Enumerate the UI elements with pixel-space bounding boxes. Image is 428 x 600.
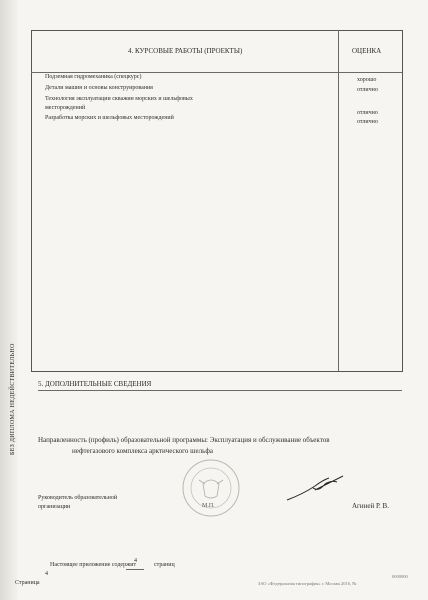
head-name: Агиней Р. В. [352,502,389,510]
coursework-table-frame [31,30,403,372]
coursework-grade-2: отлично [357,87,378,93]
coursework-name-2: Детали машин и основы конструирования [45,85,153,91]
coursework-name-1: Подземная гидромеханика (спецкурс) [45,74,142,80]
program-direction-line1: Направленность (профиль) образовательной программы: Эксплуатация и обслуживание объектов [38,436,330,444]
corner-mark: 0000000 [392,574,408,579]
page-label: Страница [15,580,40,586]
coursework-name-3: Технология эксплуатации скважин морских и шельфовых [45,96,193,102]
pages-count-underline [126,569,144,570]
handwritten-signature [285,474,345,504]
seal-mp-label: М.П. [202,503,215,509]
grade-column-header: ОЦЕНКА [352,47,382,55]
head-label-line1: Руководитель образовательной [38,495,118,501]
coursework-grade-4: отлично [357,119,378,125]
page-edge-shadow [0,0,18,600]
table-column-divider [338,30,339,371]
attachment-pages-count: 4 [134,558,137,564]
section5-title: 5. ДОПОЛНИТЕЛЬНЫЕ СВЕДЕНИЯ [38,380,152,388]
table-header-divider [31,72,402,73]
official-seal-stamp [181,458,241,518]
coursework-grade-1: хорошо [357,77,377,83]
attachment-pages-text: Настоящее приложение содержит [50,562,137,568]
coursework-grade-3: отлично [357,110,378,116]
coursework-name-3-cont: месторождений [45,105,86,111]
attachment-pages-word: страниц [154,562,175,568]
coursework-name-4: Разработка морских и шельфовых месторождений [45,115,174,121]
printer-note: ЗАО «Федеральная типография» г. Москва 2016, № [258,581,357,586]
section4-title: 4. КУРСОВЫЕ РАБОТЫ (ПРОЕКТЫ) [128,47,243,55]
side-validity-text: БЕЗ ДИПЛОМА НЕДЕЙСТВИТЕЛЬНО [10,343,16,455]
section5-underline [38,390,402,391]
head-label-line2: организации [38,504,71,510]
program-direction-line2: нефтегазового комплекса арктического шельфа [72,447,213,455]
page-number-value: 4 [45,571,48,577]
